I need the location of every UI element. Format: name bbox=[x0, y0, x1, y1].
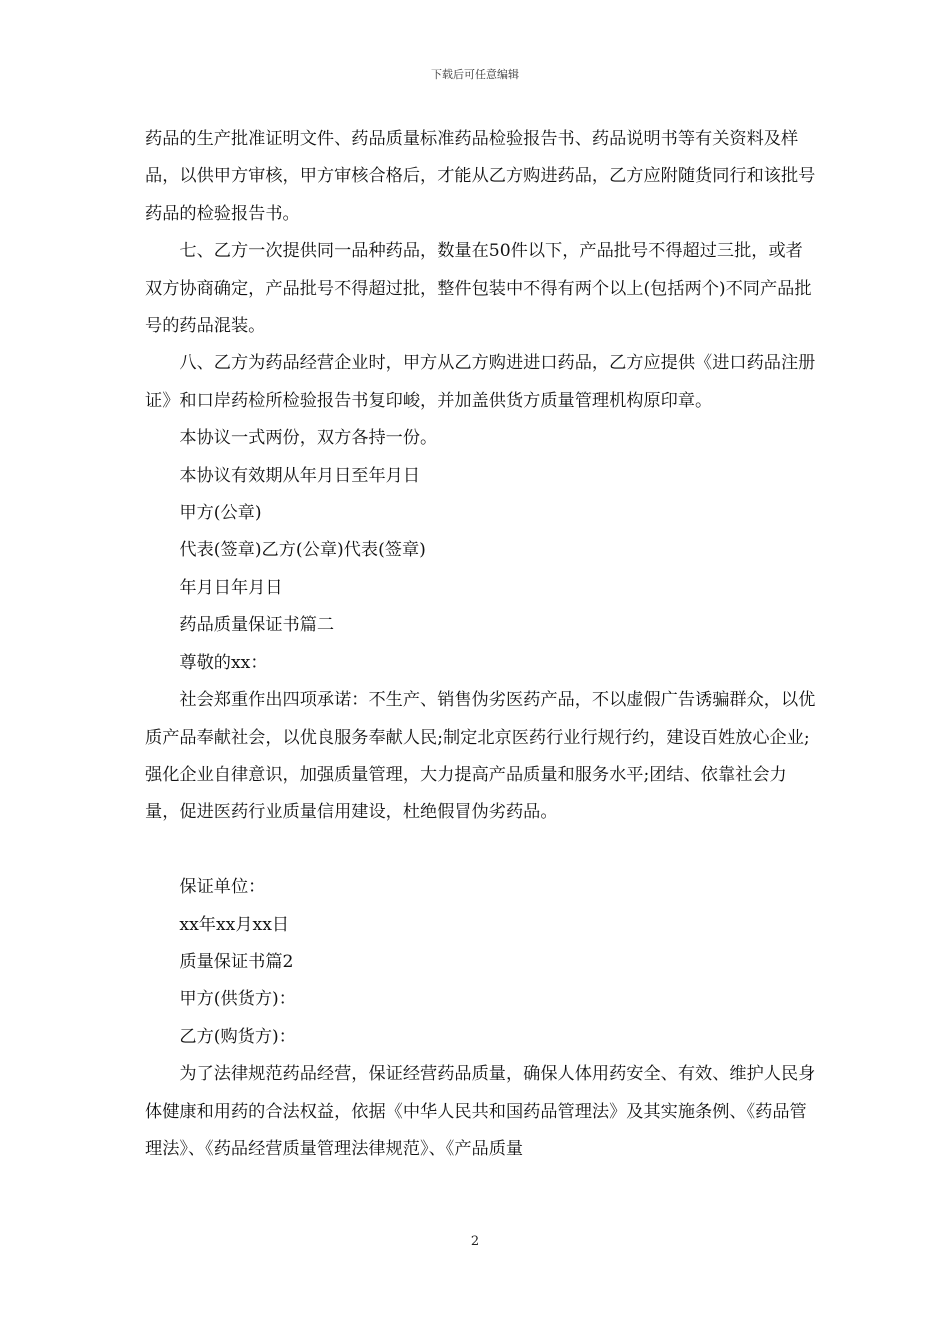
blank-line bbox=[145, 832, 817, 869]
paragraph-copies: 本协议一式两份，双方各持一份。 bbox=[179, 428, 438, 449]
section-title-part-2: 质量保证书篇2 bbox=[179, 951, 294, 972]
paragraph-purpose: 为了法律规范药品经营，保证经营药品质量，确保人体用药安全、有效、维护人民身体健康和用药的合法权益，依据《中华人民共和国药品管理法》及其实施条例、《药品管理法》、《药品经营质量管理法律规范》、《产品质量 bbox=[145, 1064, 816, 1159]
paragraph-pledges: 社会郑重作出四项承诺：不生产、销售伪劣医药产品，不以虚假广告诱骗群众，以优质产品奉献社会，以优良服务奉献人民;制定北京医药行业行规行约，建设百姓放心企业;强化企业自律意识，加强质量管理，大力提高产品质量和服务水平;团结、依靠社会力量，促进医药行业质量信用建设，杜绝假冒伪劣药品。 bbox=[145, 690, 816, 823]
section-title-part-two: 药品质量保证书篇二 bbox=[179, 615, 335, 636]
paragraph-continued-materials: 药品的生产批准证明文件、药品质量标准药品检验报告书、药品说明书等有关资料及样品，以供甲方审核，甲方审核合格后，才能从乙方购进药品，乙方应附随货同行和该批号药品的检验报告书。 bbox=[145, 129, 816, 224]
paragraph-validity: 本协议有效期从年月日至年月日 bbox=[179, 465, 421, 486]
party-b-purchaser: 乙方(购货方)： bbox=[179, 1026, 296, 1047]
document-body bbox=[145, 121, 817, 1168]
dates-line: 年月日年月日 bbox=[179, 577, 283, 598]
party-a-supplier: 甲方(供货方)： bbox=[179, 989, 296, 1010]
signatures-line: 代表(签章)乙方(公章)代表(签章) bbox=[179, 540, 426, 561]
party-a-seal: 甲方(公章) bbox=[179, 503, 262, 524]
page-header: 下载后可任意编辑 bbox=[431, 68, 519, 81]
salutation: 尊敬的xx： bbox=[179, 652, 268, 673]
guarantor-label: 保证单位： bbox=[179, 877, 266, 898]
paragraph-clause-eight: 八、乙方为药品经营企业时，甲方从乙方购进进口药品，乙方应提供《进口药品注册证》和口岸药检所检验报告书复印峻，并加盖供货方质量管理机构原印章。 bbox=[145, 353, 816, 411]
guarantor-date: xx年xx月xx日 bbox=[179, 914, 290, 935]
paragraph-clause-seven: 七、乙方一次提供同一品种药品，数量在50件以下，产品批号不得超过三批，或者双方协商确定，产品批号不得超过批，整件包装中不得有两个以上(包括两个)不同产品批号的药品混装。 bbox=[145, 241, 812, 337]
page-number: 2 bbox=[470, 1234, 480, 1249]
